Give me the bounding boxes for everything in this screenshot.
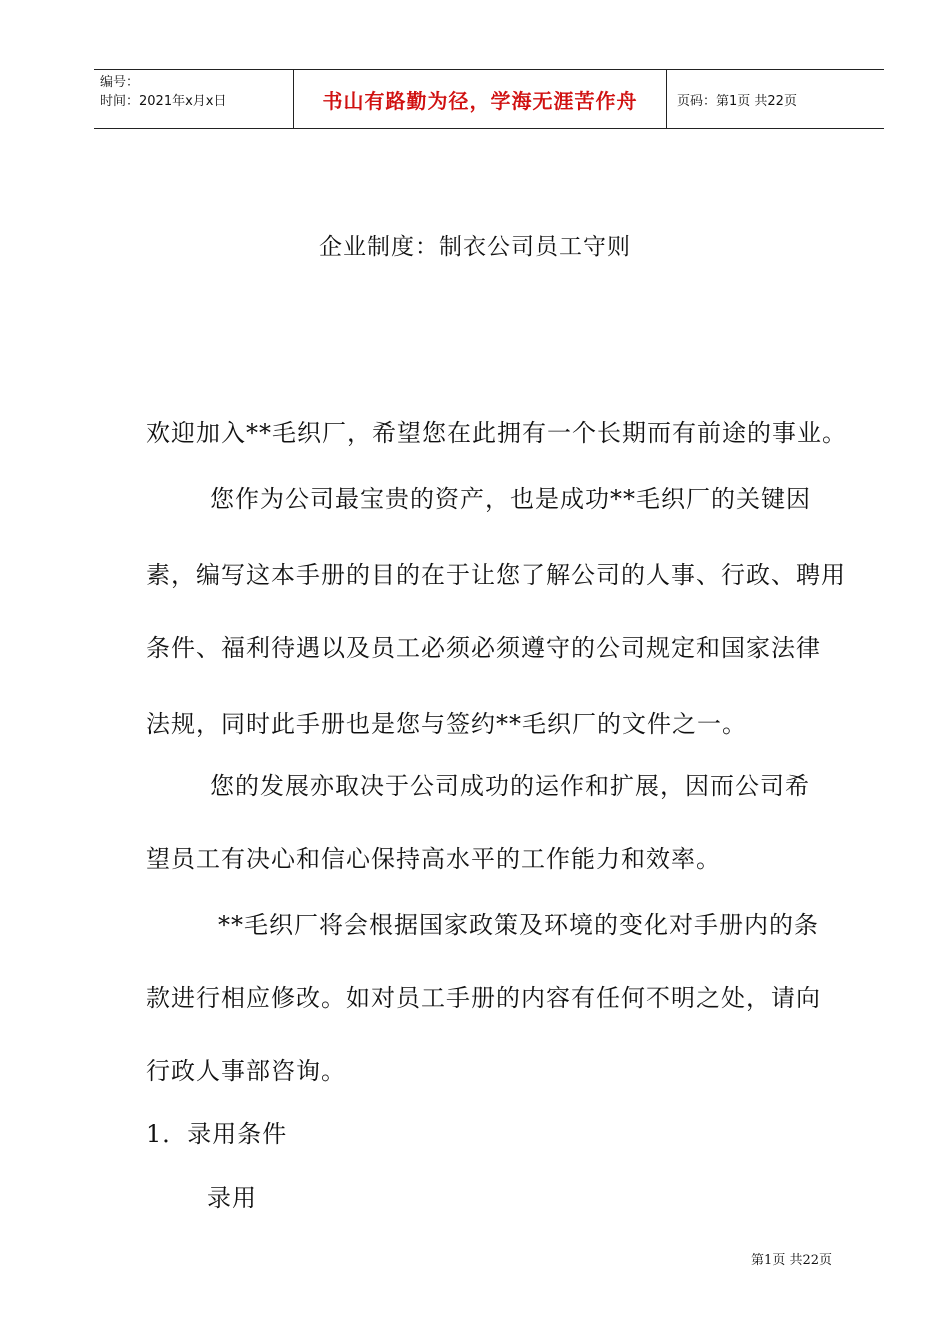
body-line: 您作为公司最宝贵的资产，也是成功**毛织厂的关键因 [210,485,811,513]
page-footer: 第1页 共22页 [751,1253,832,1268]
body-line: **毛织厂将会根据国家政策及环境的变化对手册内的条 [218,911,819,939]
serial-label: 编号： [100,75,140,90]
body-line: 欢迎加入**毛织厂，希望您在此拥有一个长期而有前途的事业。 [146,419,847,447]
body-line: 望员工有决心和信心保持高水平的工作能力和效率。 [146,845,721,873]
body-line: 款进行相应修改。如对员工手册的内容有任何不明之处，请向 [146,984,821,1012]
document-title: 企业制度：制衣公司员工守则 [319,234,631,260]
body-line: 法规，同时此手册也是您与签约**毛织厂的文件之一。 [146,710,747,738]
section-heading: 1．录用条件 [146,1120,288,1148]
page-info: 页码：第1页 共22页 [677,93,797,109]
page-header [94,69,884,129]
body-line: 条件、福利待遇以及员工必须必须遵守的公司规定和国家法律 [146,634,821,662]
time-label: 时间：2021年x月x日 [100,94,227,109]
body-line: 素，编写这本手册的目的在于让您了解公司的人事、行政、聘用 [146,561,846,589]
header-motto-cell [294,70,667,128]
subsection-heading: 录用 [207,1184,257,1212]
header-meta-cell [94,70,294,128]
body-line: 您的发展亦取决于公司成功的运作和扩展，因而公司希 [210,772,810,800]
body-line: 行政人事部咨询。 [146,1057,346,1085]
header-motto: 书山有路勤为径，学海无涯苦作舟 [322,88,638,113]
header-page-cell [667,70,884,128]
